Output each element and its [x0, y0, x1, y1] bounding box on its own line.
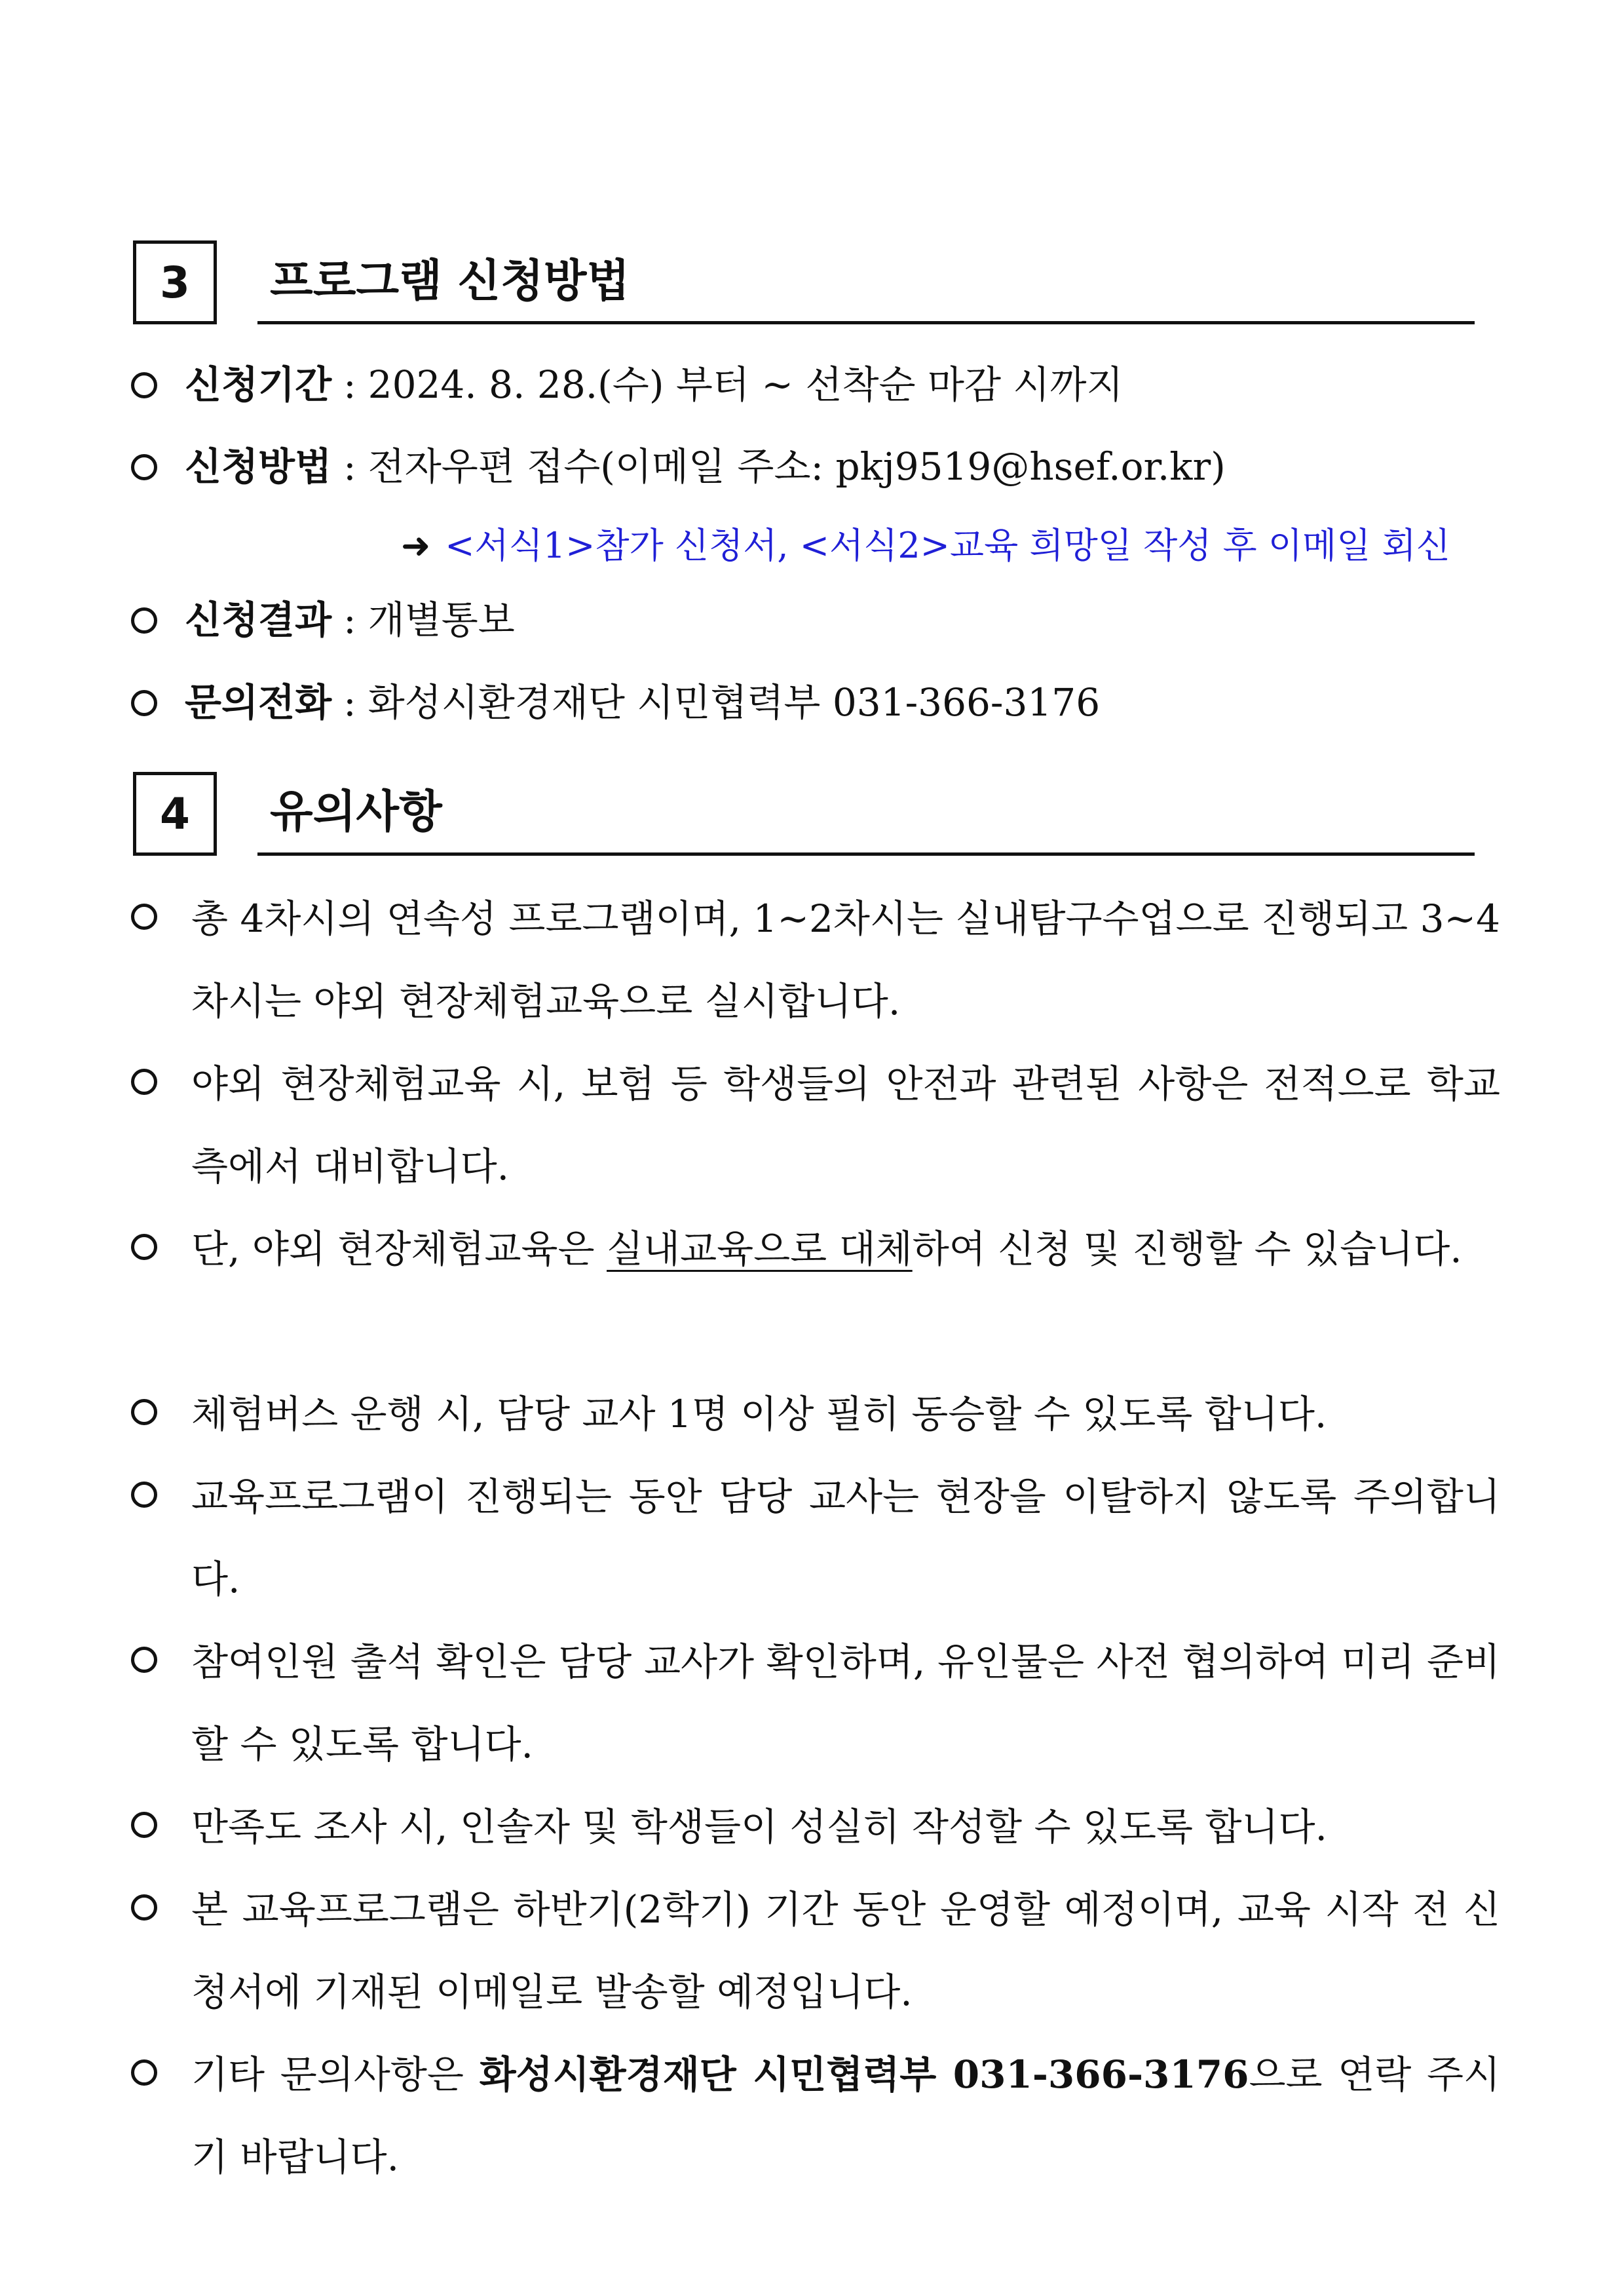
circle-bullet-icon: [131, 1894, 157, 1921]
notice-text: 야외 현장체험교육 시, 보험 등 학생들의 안전과 관련된 사항은 전적으로 학교 측에서 대비합니다.: [191, 1062, 1500, 1189]
notice-item: [131, 1868, 1500, 2033]
circle-bullet-icon: [131, 690, 157, 716]
notice-item: [131, 1455, 1500, 1620]
section-divider: [257, 852, 1475, 856]
notice-text: 만족도 조사 시, 인솔자 및 학생들이 성실히 작성할 수 있도록 합니다.: [191, 1805, 1327, 1849]
info-value: 화성시환경재단 시민협력부 031-366-3176: [368, 680, 1101, 725]
info-row-method: 신청방법 : 전자우편 접수(이메일 주소: pkj9519@hsef.or.kr): [131, 448, 1226, 486]
info-label: 신청결과: [185, 598, 332, 642]
circle-bullet-icon: [131, 1812, 157, 1838]
notice-item: [131, 1786, 1500, 1868]
notice-text: 교육프로그램이 진행되는 동안 담당 교사는 현장을 이탈하지 않도록 주의합니다.: [191, 1474, 1500, 1601]
notice-text: 단, 야외 현장체험교육은 실내교육으로 대체하여 신청 및 진행할 수 있습니다.: [191, 1227, 1462, 1271]
underlined-text: 실내교육으로 대체: [607, 1227, 913, 1271]
section-title: 프로그램 신청방법: [270, 256, 630, 307]
circle-bullet-icon: [131, 1647, 157, 1673]
circle-bullet-icon: [131, 1234, 157, 1260]
info-value: 개별통보: [368, 598, 515, 642]
submission-note: [401, 525, 1450, 566]
circle-bullet-icon: [131, 1399, 157, 1425]
notice-text: 기타 문의사항은 화성시환경재단 시민협력부 031-366-3176으로 연락 주시기 바랍니다.: [191, 2052, 1501, 2179]
notice-item: [131, 877, 1500, 1043]
circle-bullet-icon: [131, 1482, 157, 1508]
circle-bullet-icon: [131, 2059, 157, 2086]
info-label: 신청기간: [185, 362, 332, 407]
circle-bullet-icon: [131, 904, 157, 930]
info-row-result: 신청결과 : 개별통보: [131, 601, 515, 639]
info-value: 전자우편 접수(이메일 주소: pkj9519@hsef.or.kr): [368, 444, 1226, 489]
circle-bullet-icon: [131, 372, 157, 398]
notice-item: [131, 1620, 1500, 1786]
circle-bullet-icon: [131, 1069, 157, 1095]
info-label: 신청방법: [185, 444, 332, 489]
info-row-contact: 문의전화 : 화성시환경재단 시민협력부 031-366-3176: [131, 683, 1100, 721]
circle-bullet-icon: [131, 454, 157, 480]
section-title: 유의사항: [270, 786, 442, 838]
notice-item: [131, 2033, 1500, 2198]
section-number: 4: [160, 788, 190, 839]
notice-text: 총 4차시의 연속성 프로그램이며, 1~2차시는 실내탐구수업으로 진행되고 3~4차시는 야외 현장체험교육으로 실시합니다.: [191, 896, 1500, 1024]
notice-item: [131, 1208, 1500, 1290]
bold-contact: 화성시환경재단 시민협력부 031-366-3176: [479, 2052, 1249, 2097]
section-number-box: [133, 772, 217, 856]
notice-text: 본 교육프로그램은 하반기(2학기) 기간 동안 운영할 예정이며, 교육 시작 전 신청서에 기재된 이메일로 발송할 예정입니다.: [191, 1887, 1500, 2014]
section-divider: [257, 321, 1475, 324]
notice-text: 참여인원 출석 확인은 담당 교사가 확인하며, 유인물은 사전 협의하여 미리 준비할 수 있도록 합니다.: [191, 1639, 1500, 1767]
notice-item: [131, 1373, 1500, 1455]
info-row-period: 신청기간 : 2024. 8. 28.(수) 부터 ~ 선착순 마감 시까지: [131, 366, 1124, 404]
notice-item: [131, 1043, 1500, 1208]
submission-note-text: <서식1>참가 신청서, <서식2>교육 희망일 작성 후 이메일 회신: [445, 525, 1450, 566]
section-number-box: [133, 240, 217, 324]
section-number: 3: [160, 257, 190, 308]
notice-text: 체험버스 운행 시, 담당 교사 1명 이상 필히 동승할 수 있도록 합니다.: [191, 1392, 1327, 1436]
arrow-right-icon: ➜: [401, 525, 431, 566]
info-label: 문의전화: [185, 680, 332, 725]
circle-bullet-icon: [131, 607, 157, 634]
info-value: 2024. 8. 28.(수) 부터 ~ 선착순 마감 시까지: [368, 362, 1124, 407]
